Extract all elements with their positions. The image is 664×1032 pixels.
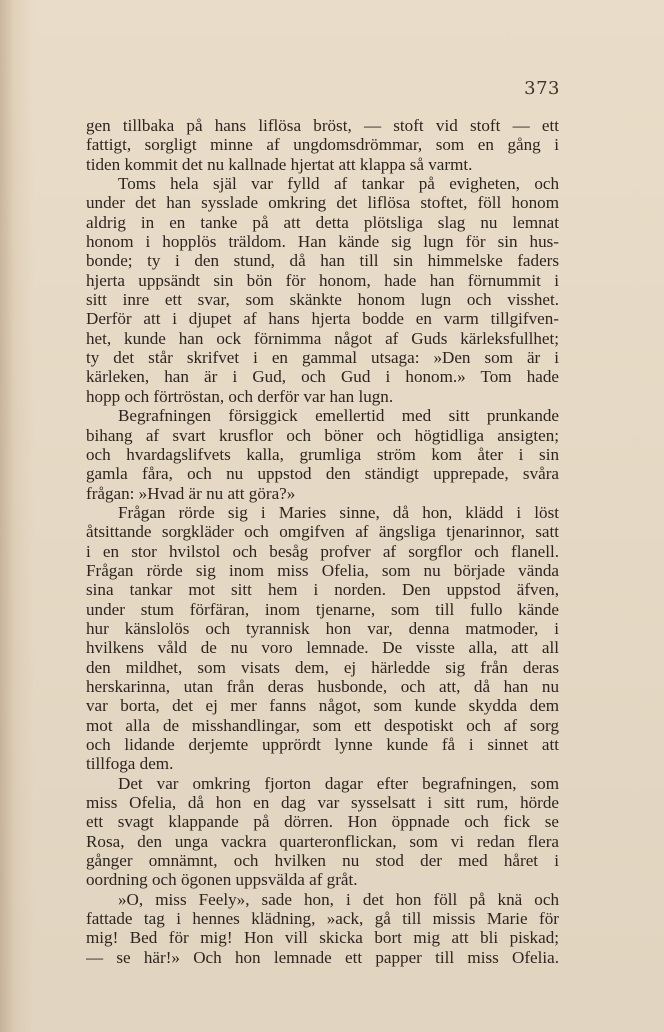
text-line: sitt inre ett svar, som skänkte honom lugn och visshet. [86,290,559,310]
text-line: Det var omkring fjorton dagar efter begrafningen, som [118,773,559,793]
text-line: miss Ofelia, då hon en dag var sysselsatt i sitt rum, hörde [86,793,559,813]
text-line: kärleken, han är i Gud, och Gud i honom.» Tom hade [86,367,559,387]
text-line: mot alla de misshandlingar, som ett despotiskt och af sorg [86,715,559,735]
text-line: »O, miss Feely», sade hon, i det hon föll på knä och [118,889,559,909]
text-line: — se här!» Och hon lemnade ett papper till miss Ofelia. [86,947,559,967]
text-line: den mildhet, som visats dem, ej härledde sig från deras [86,657,559,677]
text-line: och hvardagslifvets kalla, grumliga ström kom åter i sin [86,444,559,464]
text-line: Begrafningen försiggick emellertid med sitt prunkande [118,406,559,426]
text-line: gånger omnämnt, och hvilken nu stod der med håret i [86,851,559,871]
body-text [86,116,559,967]
text-line: och lidande derjemte upprördt lynne kunde få i sinnet att [86,735,559,754]
text-line: frågan: »Hvad är nu att göra?» [86,483,296,503]
text-line: het, kunde han ock förnimma något af Guds kärleksfullhet; [86,328,559,348]
text-line: mig! Bed för mig! Hon vill skicka bort mig att bli piskad; [86,928,559,948]
text-line: Derför att i djupet af hans hjerta bodde en varm tillgifven- [86,309,559,329]
text-line: var borta, det ej mer fanns något, som kunde skydda dem [86,696,559,716]
text-line: hopp och förtröstan, och derför var han lugn. [86,386,394,406]
text-line: under det han sysslade omkring det liflösa stoftet, föll honom [86,193,559,213]
text-line: fattigt, sorgligt minne af ungdomsdrömmar, som en gång i [86,135,559,155]
text-line: Frågan rörde sig inom miss Ofelia, som nu började vända [86,560,559,580]
text-line: tiden kommit det nu kallnade hjertat att klappa så varmt. [86,154,473,174]
text-line: honom i hopplös träldom. Han kände sig lugn för sin hus- [86,232,559,252]
text-line: hur känslolös och tyrannisk hon var, denna matmoder, i [86,618,559,638]
text-line: ett svagt klappande på dörren. Hon öppnade och fick se [86,812,559,832]
text-line: ty det står skrifvet i en gammal utsaga: »Den som är i [86,348,559,368]
text-line: fattade tag i hennes klädning, »ack, gå till missis Marie för [86,909,559,929]
text-line: sina tankar mot sitt hem i norden. Den uppstod äfven, [86,580,559,600]
text-line: i en stor hvilstol och besåg profver af sorgflor och flanell. [86,541,559,561]
text-line: tillfoga dem. [86,754,174,774]
page-number: 373 [524,78,560,99]
text-line: Rosa, den unga vackra quarteronflickan, som vi redan flera [86,831,559,851]
text-line: oordning och ögonen uppsvälda af gråt. [86,870,358,890]
text-line: gamla fåra, och nu uppstod den ständigt upprepade, svåra [86,464,559,484]
text-line: åtsittande sorgkläder och omgifven af ängsliga tjenarinnor, satt [86,522,559,542]
text-line: gen tillbaka på hans liflösa bröst, — stoft vid stoft — ett [86,116,559,135]
text-line: Frågan rörde sig i Maries sinne, då hon, klädd i löst [118,502,559,522]
text-line: herskarinna, utan från deras husbonde, och att, då han nu [86,676,559,696]
text-line: aldrig in en tanke på att detta plötsliga slag nu lemnat [86,212,559,232]
text-line: under stum förfäran, inom tjenarne, som till fullo kände [86,599,559,619]
text-line: hvilkens våld de nu voro lemnade. De visste alla, att all [86,638,559,658]
text-line: bonde; ty i den stund, då han till sin himmelske faders [86,251,559,271]
text-line: Toms hela själ var fylld af tankar på evigheten, och [118,174,559,194]
text-line: bihang af svart krusflor och böner och högtidliga ansigten; [86,425,559,445]
text-line: hjerta uppsändt sin bön för honom, hade han förnummit i [86,270,559,290]
